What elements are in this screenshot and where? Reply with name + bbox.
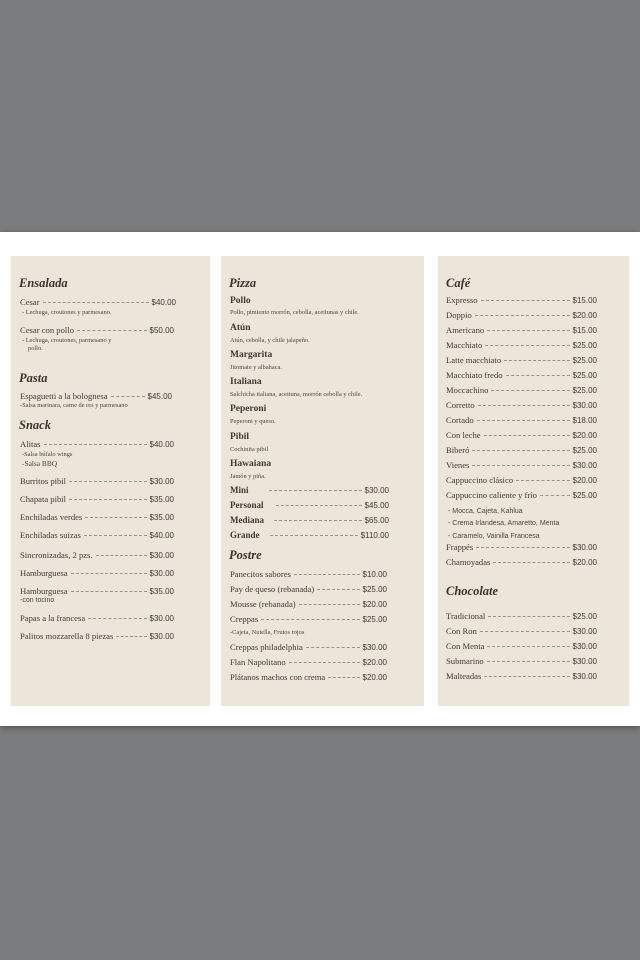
leader-dots	[299, 604, 360, 605]
leader-dots	[480, 631, 570, 632]
menu-item	[20, 391, 172, 402]
pizza-desc: Cochinita pibil	[230, 446, 269, 453]
item-price: $25.00	[572, 491, 597, 500]
item-name: Chapata pibil	[20, 494, 67, 504]
leader-dots	[294, 574, 360, 575]
item-note: -Salsa BBQ	[22, 459, 58, 468]
item-name: Sincronizadas, 2 pzs.	[20, 550, 93, 560]
size-price: $30.00	[364, 486, 389, 495]
item-price: $35.00	[149, 513, 174, 522]
leader-dots	[306, 647, 360, 648]
menu-item	[446, 340, 597, 351]
item-price: $35.00	[149, 495, 174, 504]
item-note: -Salsa marinara, carne de res y parmesano	[20, 402, 128, 409]
menu-item	[20, 550, 174, 561]
pizza-name: Margarita	[230, 350, 273, 360]
leader-dots	[96, 555, 147, 556]
item-price: $15.00	[572, 296, 597, 305]
item-price: $30.00	[572, 543, 597, 552]
pizza-name: Hawaiana	[230, 459, 272, 469]
leader-dots	[261, 619, 359, 620]
menu-item	[20, 439, 174, 450]
leader-dots	[504, 360, 569, 361]
item-name: Enchiladas suizas	[20, 530, 81, 540]
item-name: Cortado	[446, 415, 474, 425]
menu-item	[20, 586, 174, 597]
size-price: $65.00	[364, 516, 389, 525]
menu-item	[230, 657, 387, 668]
pizza-name: Italiana	[230, 377, 262, 387]
menu-item	[446, 641, 597, 652]
item-price: $20.00	[572, 431, 597, 440]
item-price: $50.00	[149, 326, 174, 335]
size-name: Mediana	[230, 515, 265, 525]
leader-dots	[484, 676, 569, 677]
item-price: $30.00	[149, 569, 174, 578]
item-price: $30.00	[149, 551, 174, 560]
leader-dots	[487, 661, 570, 662]
item-price: $30.00	[572, 627, 597, 636]
menu-column-1	[11, 256, 210, 706]
item-note: -con tocino	[20, 597, 55, 604]
leader-dots	[516, 480, 569, 481]
item-price: $25.00	[572, 612, 597, 621]
menu-item	[446, 385, 597, 396]
pizza-size	[230, 515, 389, 526]
flavor-note: - Caramelo, Vainilla Francesa	[448, 533, 540, 540]
item-name: Expresso	[446, 295, 478, 305]
item-name: Con leche	[446, 430, 481, 440]
menu-item	[230, 642, 387, 653]
leader-dots	[472, 465, 569, 466]
section-title-pizza: Pizza	[229, 276, 257, 290]
menu-item	[446, 611, 597, 622]
item-name: Creppas	[230, 614, 259, 624]
item-price: $20.00	[362, 658, 387, 667]
leader-dots	[71, 591, 147, 592]
item-name: Macchiato fredo	[446, 370, 503, 380]
leader-dots	[84, 535, 147, 536]
item-name: Submarino	[446, 656, 484, 666]
pizza-name: Pibil	[230, 432, 250, 442]
section-title-pasta: Pasta	[19, 371, 48, 385]
item-price: $25.00	[572, 341, 597, 350]
menu-item	[20, 476, 174, 487]
item-name: Chamoyadas	[446, 557, 491, 567]
menu-item	[446, 626, 597, 637]
item-name: Con Ron	[446, 626, 477, 636]
section-title-postre: Postre	[229, 548, 262, 562]
menu-item	[20, 325, 174, 336]
section-title-snack: Snack	[19, 418, 51, 432]
menu-item	[446, 355, 597, 366]
leader-dots	[477, 420, 570, 421]
item-note: pollo.	[28, 345, 43, 352]
item-name: Doppio	[446, 310, 472, 320]
item-price: $30.00	[149, 632, 174, 641]
item-name: Panecitos sabores	[230, 569, 291, 579]
item-price: $30.00	[572, 672, 597, 681]
menu-item	[230, 599, 387, 610]
leader-dots	[485, 345, 569, 346]
menu-sheet	[0, 232, 640, 726]
leader-dots	[484, 435, 570, 436]
item-name: Macchiato	[446, 340, 483, 350]
menu-item	[446, 295, 597, 306]
item-name: Pay de queso (rebanada)	[230, 584, 315, 594]
item-price: $20.00	[572, 558, 597, 567]
menu-item	[446, 370, 597, 381]
item-price: $30.00	[149, 477, 174, 486]
menu-item	[446, 430, 597, 441]
menu-item	[20, 568, 174, 579]
size-name: Mini	[230, 485, 249, 495]
menu-item	[446, 557, 597, 568]
menu-item	[230, 672, 387, 683]
item-name: Moccachino	[446, 385, 489, 395]
item-note: -Cajeta, Nutella, Frutos rojos	[230, 629, 305, 636]
menu-item	[446, 656, 597, 667]
leader-dots	[43, 302, 149, 303]
menu-column-3	[438, 256, 629, 706]
leader-dots	[274, 520, 362, 521]
leader-dots	[44, 444, 147, 445]
pizza-desc: Jamón y piña.	[230, 473, 266, 480]
item-name: Papas a la francesa	[20, 613, 86, 623]
menu-item	[20, 530, 174, 541]
size-price: $110.00	[360, 531, 389, 540]
menu-item	[446, 475, 597, 486]
leader-dots	[269, 490, 362, 491]
item-price: $30.00	[572, 461, 597, 470]
leader-dots	[111, 396, 145, 397]
menu-item	[446, 460, 597, 471]
item-name: Biberó	[446, 445, 470, 455]
item-price: $25.00	[572, 446, 597, 455]
section-title-ensalada: Ensalada	[19, 276, 68, 290]
item-note: -Salsa búfalo wings	[22, 451, 73, 458]
section-title-chocolate: Chocolate	[446, 584, 499, 598]
item-price: $18.00	[572, 416, 597, 425]
item-price: $25.00	[572, 386, 597, 395]
pizza-desc: Salchicha italiana, aceituna, morrón cebolla y chile.	[230, 391, 363, 398]
leader-dots	[487, 330, 569, 331]
item-price: $40.00	[151, 298, 176, 307]
item-name: Cappuccino clásico	[446, 475, 514, 485]
item-name: Corretto	[446, 400, 475, 410]
menu-item	[446, 415, 597, 426]
item-name: Cesar con pollo	[20, 325, 74, 335]
pizza-desc: Peperoni y queso.	[230, 418, 276, 425]
size-name: Personal	[230, 500, 264, 510]
item-price: $30.00	[362, 643, 387, 652]
flavor-note: - Mocca, Cajeta, Kahlua	[448, 508, 523, 515]
item-price: $25.00	[362, 585, 387, 594]
item-name: Cesar	[20, 297, 40, 307]
menu-item	[446, 445, 597, 456]
item-name: Plátanos machos con crema	[230, 672, 326, 682]
pizza-size	[230, 485, 389, 496]
item-price: $30.00	[572, 657, 597, 666]
leader-dots	[478, 405, 570, 406]
item-note: - Lechuga, croutones y parmesano.	[22, 309, 112, 316]
leader-dots	[472, 450, 569, 451]
item-price: $15.00	[572, 326, 597, 335]
leader-dots	[488, 616, 569, 617]
item-price: $45.00	[147, 392, 172, 401]
section-title-cafe: Café	[446, 276, 471, 290]
pizza-name: Peperoni	[230, 404, 267, 414]
item-price: $25.00	[362, 615, 387, 624]
menu-item	[446, 671, 597, 682]
item-price: $25.00	[572, 371, 597, 380]
leader-dots	[69, 499, 146, 500]
item-price: $20.00	[362, 600, 387, 609]
leader-dots	[493, 562, 569, 563]
size-price: $45.00	[364, 501, 389, 510]
item-name: Creppas philadelphia	[230, 642, 303, 652]
item-name: Mousse (rebanada)	[230, 599, 296, 609]
item-name: Palitos mozzarella 8 piezas	[20, 631, 114, 641]
pizza-size	[230, 530, 389, 541]
item-name: Cappuccino caliente y frío	[446, 490, 537, 500]
leader-dots	[85, 517, 146, 518]
menu-item	[20, 631, 174, 642]
item-name: Enchiladas verdes	[20, 512, 83, 522]
menu-item	[230, 614, 387, 625]
item-note: - Lechuga, croutones, parmesano y	[22, 337, 112, 344]
menu-item	[20, 613, 174, 624]
item-name: Con Menta	[446, 641, 485, 651]
leader-dots	[540, 495, 570, 496]
item-price: $10.00	[362, 570, 387, 579]
size-name: Grande	[230, 530, 260, 540]
menu-item	[230, 569, 387, 580]
item-name: Malteadas	[446, 671, 482, 681]
item-name: Tradicional	[446, 611, 486, 621]
leader-dots	[289, 662, 360, 663]
menu-item	[20, 512, 174, 523]
leader-dots	[276, 505, 362, 506]
menu-item	[20, 494, 174, 505]
pizza-desc: Jitomate y albahaca.	[230, 364, 282, 371]
pizza-name: Pollo	[230, 296, 251, 306]
item-name: Hamburguesa	[20, 586, 68, 596]
leader-dots	[71, 573, 147, 574]
item-price: $20.00	[572, 311, 597, 320]
item-name: Vienes	[446, 460, 470, 470]
menu-column-2	[221, 256, 424, 706]
leader-dots	[116, 636, 146, 637]
leader-dots	[487, 646, 569, 647]
item-price: $30.00	[572, 401, 597, 410]
leader-dots	[506, 375, 570, 376]
pizza-desc: Atún, cebolla, y chile jalapeño.	[230, 337, 310, 344]
menu-item	[446, 325, 597, 336]
item-name: Frappés	[446, 542, 474, 552]
item-price: $25.00	[572, 356, 597, 365]
item-price: $20.00	[572, 476, 597, 485]
pizza-name: Atún	[230, 323, 251, 333]
item-name: Americano	[446, 325, 485, 335]
leader-dots	[481, 300, 570, 301]
leader-dots	[77, 330, 147, 331]
menu-item	[446, 310, 597, 321]
leader-dots	[88, 618, 146, 619]
item-price: $40.00	[149, 531, 174, 540]
leader-dots	[476, 547, 569, 548]
item-price: $40.00	[149, 440, 174, 449]
item-price: $30.00	[572, 642, 597, 651]
menu-item	[446, 542, 597, 553]
item-name: Hamburguesa	[20, 568, 68, 578]
leader-dots	[317, 589, 359, 590]
item-name: Alitas	[20, 439, 41, 449]
item-name: Espaguetti a la bolognesa	[20, 391, 108, 401]
menu-item	[20, 297, 176, 308]
menu-item	[230, 584, 387, 595]
item-name: Latte macchiato	[446, 355, 502, 365]
leader-dots	[491, 390, 569, 391]
item-price: $35.00	[149, 587, 174, 596]
leader-dots	[328, 677, 359, 678]
leader-dots	[475, 315, 570, 316]
item-name: Burritos pibil	[20, 476, 67, 486]
leader-dots	[69, 481, 146, 482]
pizza-desc: Pollo, pimiento morrón, cebolla, aceitunas y chile.	[230, 309, 359, 316]
menu-item	[446, 490, 597, 501]
item-price: $20.00	[362, 673, 387, 682]
flavor-note: - Crema Irlandesa, Amaretto, Menta	[448, 520, 560, 527]
pizza-size	[230, 500, 389, 511]
item-name: Flan Napolitano	[230, 657, 286, 667]
item-price: $30.00	[149, 614, 174, 623]
menu-item	[446, 400, 597, 411]
leader-dots	[270, 535, 358, 536]
